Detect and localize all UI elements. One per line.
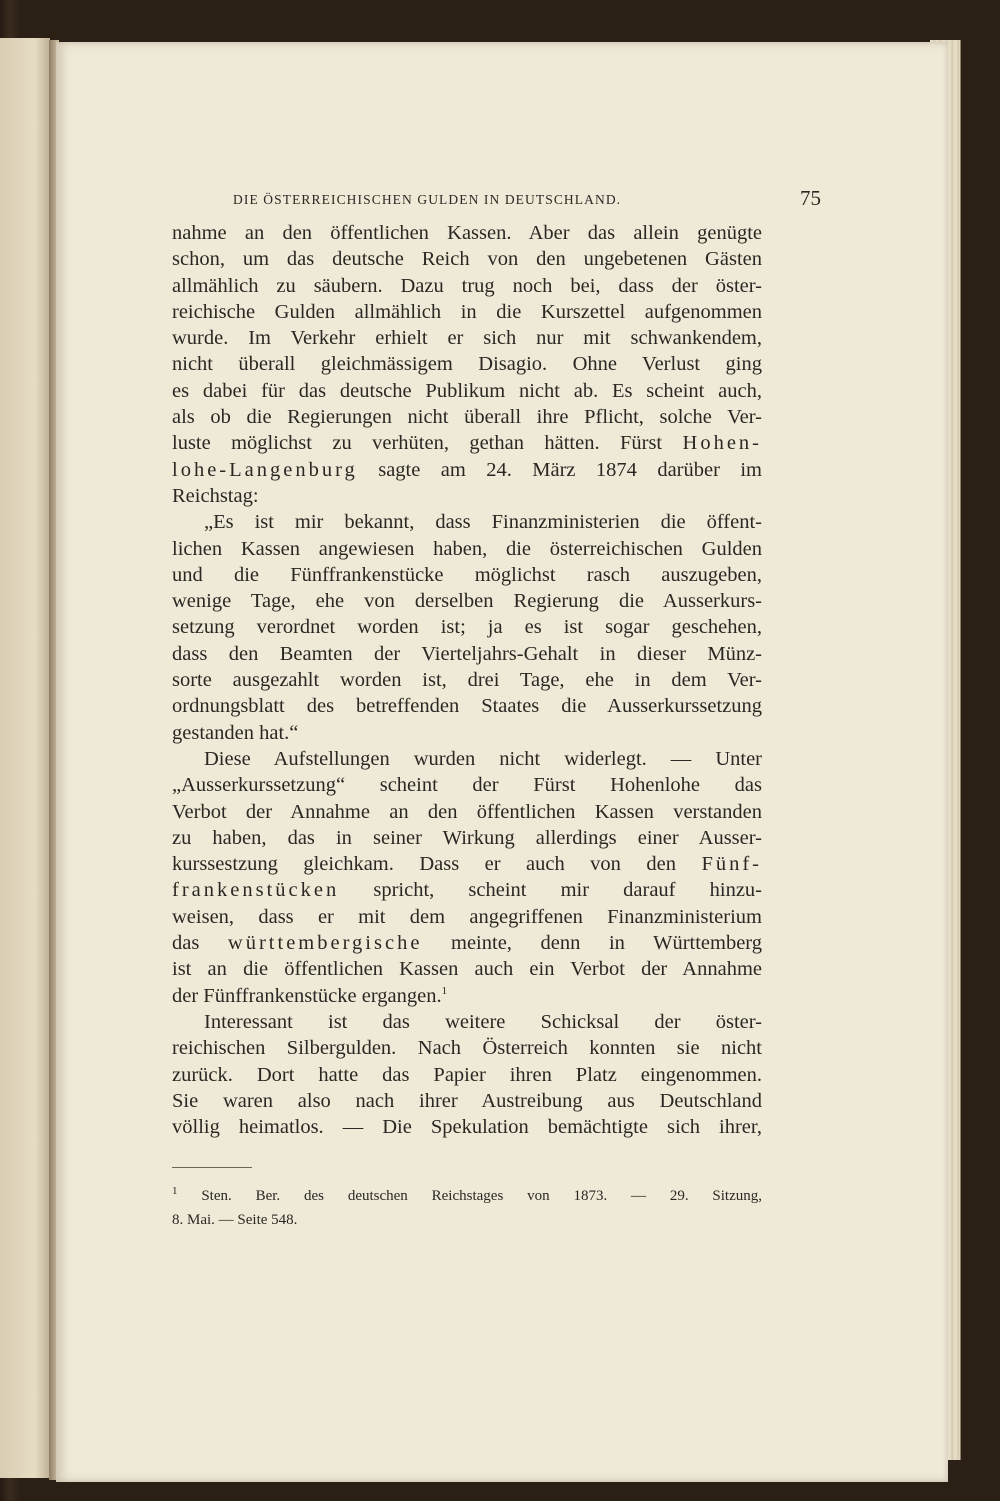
text-fragment: luste möglichst zu verhüten, gethan hätten. Fürst bbox=[172, 432, 663, 455]
text-fragment: sagte am 24. März 1874 darüber im bbox=[357, 458, 762, 481]
text-line: als ob die Regierungen nicht überall ihre Pflicht, solche Ver- bbox=[172, 406, 762, 429]
footnote-marker: 1 bbox=[172, 1185, 178, 1197]
text-line: Verbot der Annahme an den öffentlichen Kassen verstanden bbox=[172, 800, 762, 823]
footnote-text: Sten. Ber. des deutschen Reichstages von 1873. — 29. Sitzung, bbox=[201, 1188, 763, 1204]
spaced-word: württembergische bbox=[227, 932, 423, 955]
text-line: schon, um das deutsche Reich von den ungebetenen Gästen bbox=[172, 248, 762, 271]
body-text bbox=[172, 220, 762, 1140]
text-line: „Ausserkurssetzung“ scheint der Fürst Hohenlohe das bbox=[172, 774, 762, 797]
text-line: reichische Gulden allmählich in die Kurszettel aufgenommen bbox=[172, 300, 762, 323]
text-fragment: das bbox=[172, 932, 200, 955]
page-number: 75 bbox=[800, 186, 821, 210]
text-line: völlig heimatlos. — Die Spekulation bemächtigte sich ihrer, bbox=[172, 1116, 762, 1139]
text-line: es dabei für das deutsche Publikum nicht ab. Es scheint auch, bbox=[172, 379, 762, 402]
quote-line: wenige Tage, ehe von derselben Regierung die Ausserkurs- bbox=[172, 590, 762, 613]
text-line: Sie waren also nach ihrer Austreibung aus Deutschland bbox=[172, 1089, 762, 1112]
quote-line: ordnungsblatt des betreffenden Staates die Ausserkurssetzung bbox=[172, 695, 762, 718]
left-page-edge bbox=[0, 38, 50, 1478]
quote-line: „Es ist mir bekannt, dass Finanzministerien die öffent- bbox=[204, 511, 762, 534]
page-header bbox=[233, 188, 821, 218]
text-line bbox=[172, 851, 762, 877]
text-fragment: der Fünffrankenstücke ergangen. bbox=[172, 984, 442, 1007]
text-line: wurde. Im Verkehr erhielt er sich nur mit schwankendem, bbox=[172, 327, 762, 350]
footnote-divider bbox=[172, 1167, 252, 1168]
spaced-word: frankenstücken bbox=[172, 879, 340, 902]
text-line: Diese Aufstellungen wurden nicht widerlegt. — Unter bbox=[204, 747, 762, 770]
footnote-line: 8. Mai. — Seite 548. bbox=[172, 1212, 298, 1228]
quote-line: gestanden hat.“ bbox=[172, 721, 299, 744]
running-title: DIE ÖSTERREICHISCHEN GULDEN IN DEUTSCHLAND. bbox=[233, 192, 622, 207]
quote-line: sorte ausgezahlt worden ist, drei Tage, ehe in dem Ver- bbox=[172, 669, 762, 692]
text-line bbox=[172, 930, 762, 956]
text-line: nahme an den öffentlichen Kassen. Aber das allein genügte bbox=[172, 222, 762, 244]
spaced-name: Hohen- bbox=[682, 432, 762, 455]
footnote-line bbox=[172, 1184, 762, 1208]
book-page bbox=[56, 42, 948, 1482]
spaced-name: lohe-Langenburg bbox=[172, 458, 358, 481]
text-fragment: meinte, denn in Württemberg bbox=[451, 932, 763, 955]
text-line: weisen, dass er mit dem angegriffenen Finanzministerium bbox=[172, 905, 762, 928]
text-line bbox=[172, 430, 762, 456]
text-line: zu haben, das in seiner Wirkung allerdings einer Ausser- bbox=[172, 826, 762, 849]
footnotes bbox=[172, 1184, 762, 1232]
text-line bbox=[172, 457, 762, 483]
quote-line: dass den Beamten der Vierteljahrs-Gehalt in dieser Münz- bbox=[172, 642, 762, 665]
text-line: Interessant ist das weitere Schicksal der öster- bbox=[204, 1010, 762, 1033]
text-line bbox=[172, 983, 762, 1009]
text-fragment: spricht, scheint mir darauf hinzu- bbox=[373, 879, 762, 902]
text-line: reichischen Silbergulden. Nach Österreich konnten sie nicht bbox=[172, 1037, 762, 1060]
text-line: zurück. Dort hatte das Papier ihren Platz eingenommen. bbox=[172, 1063, 762, 1086]
text-fragment: kurssestzung gleichkam. Dass er auch von den bbox=[172, 853, 676, 876]
text-line bbox=[172, 877, 762, 903]
quote-line: lichen Kassen angewiesen haben, die österreichischen Gulden bbox=[172, 537, 762, 560]
quote-line: und die Fünffrankenstücke möglichst rasch auszugeben, bbox=[172, 563, 762, 586]
spaced-word: Fünf- bbox=[701, 853, 763, 876]
text-line: ist an die öffentlichen Kassen auch ein Verbot der Annahme bbox=[172, 958, 762, 981]
quote-line: setzung verordnet worden ist; ja es ist sogar geschehen, bbox=[172, 616, 762, 639]
text-line: allmählich zu säubern. Dazu trug noch bei, dass der öster- bbox=[172, 274, 762, 297]
footnote-reference: 1 bbox=[441, 984, 448, 997]
text-line: Reichstag: bbox=[172, 484, 259, 507]
text-line: nicht überall gleichmässigem Disagio. Ohne Verlust ging bbox=[172, 353, 762, 376]
